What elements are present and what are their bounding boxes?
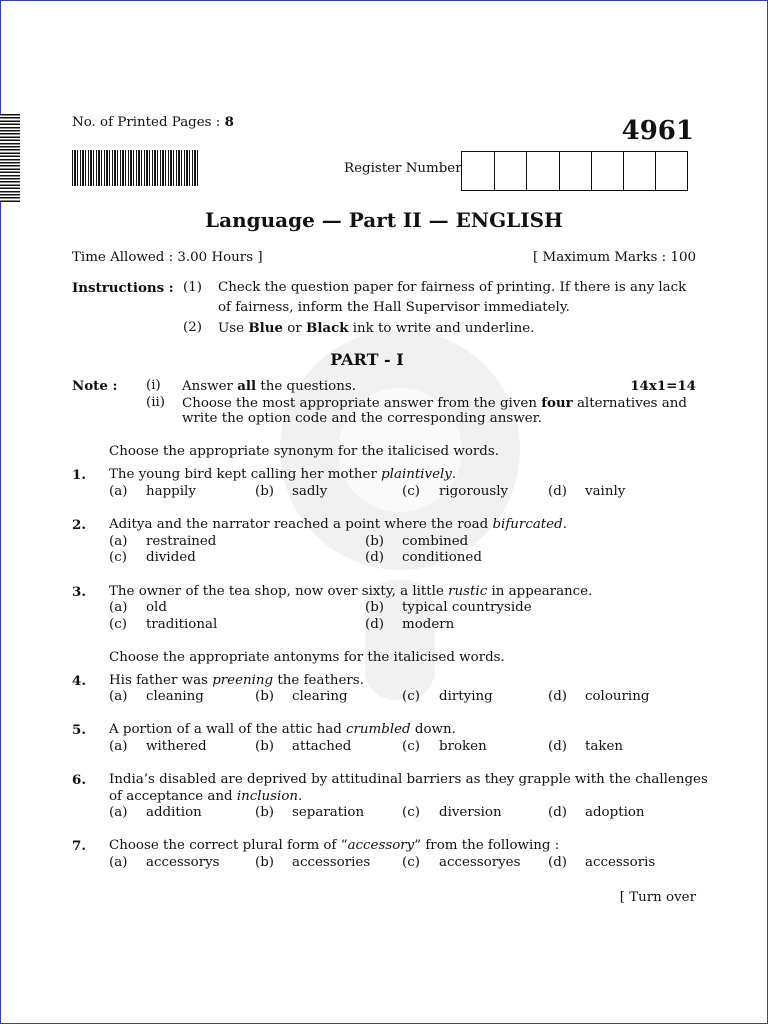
option-text: modern <box>402 617 455 632</box>
option-label: (d) <box>365 550 385 565</box>
instruction-2-text: Use Blue or Black ink to write and underline. <box>218 320 535 336</box>
option-text: combined <box>402 534 469 549</box>
option-label: (d) <box>548 739 568 754</box>
option-text: accessorys <box>146 855 220 870</box>
note-1-text: Answer all the questions. <box>182 378 356 394</box>
option-text: rigorously <box>439 484 509 499</box>
option-label: (d) <box>548 689 568 704</box>
option-text: attached <box>292 739 352 754</box>
option-text: accessories <box>292 855 371 870</box>
note-2-number: (ii) <box>146 395 166 410</box>
option-label: (a) <box>109 739 128 754</box>
option-text: cleaning <box>146 689 204 704</box>
option-label: (a) <box>109 600 128 615</box>
instructions-label: Instructions : <box>72 280 174 296</box>
option-label: (c) <box>402 739 420 754</box>
option-label: (c) <box>109 550 127 565</box>
option-text: separation <box>292 805 365 820</box>
paper-code: 4961 <box>621 116 694 146</box>
printed-pages <box>72 114 234 131</box>
question-text: The young bird kept calling her mother plaintively. <box>109 467 457 482</box>
question-number: 1. <box>72 467 86 483</box>
printed-pages-value: 8 <box>224 114 234 130</box>
question-text: A portion of a wall of the attic had crumbled down. <box>109 722 456 737</box>
note-marks: 14x1=14 <box>630 378 696 394</box>
instruction-1-line2: of fairness, inform the Hall Supervisor immediately. <box>218 300 570 315</box>
option-text: divided <box>146 550 196 565</box>
register-digit-box[interactable] <box>559 152 591 190</box>
note-1-number: (i) <box>146 378 161 393</box>
page-title: Language — Part II — ENGLISH <box>205 208 563 232</box>
max-marks: [ Maximum Marks : 100 <box>533 250 696 265</box>
option-text: old <box>146 600 167 615</box>
option-label: (d) <box>548 805 568 820</box>
note-2-text: Choose the most appropriate answer from the given four alternatives and <box>182 395 687 411</box>
option-label: (d) <box>548 855 568 870</box>
question-number: 7. <box>72 838 86 854</box>
question-number: 2. <box>72 517 86 533</box>
register-number-boxes[interactable] <box>461 151 688 191</box>
note-label: Note : <box>72 378 118 394</box>
question-number: 5. <box>72 722 86 738</box>
instruction-1-line1: Check the question paper for fairness of printing. If there is any lack <box>218 280 687 295</box>
option-label: (b) <box>255 855 275 870</box>
option-text: withered <box>146 739 207 754</box>
question-text: Aditya and the narrator reached a point where the road bifurcated. <box>109 517 567 532</box>
option-label: (b) <box>255 484 275 499</box>
option-text: clearing <box>292 689 348 704</box>
option-text: sadly <box>292 484 328 499</box>
option-text: colouring <box>585 689 650 704</box>
turn-over: [ Turn over <box>619 890 696 905</box>
option-text: adoption <box>585 805 645 820</box>
option-label: (a) <box>109 534 128 549</box>
option-text: diversion <box>439 805 502 820</box>
option-label: (b) <box>255 739 275 754</box>
option-label: (a) <box>109 689 128 704</box>
option-label: (b) <box>365 600 385 615</box>
option-label: (d) <box>548 484 568 499</box>
option-text: accessoryes <box>439 855 521 870</box>
option-text: vainly <box>585 484 626 499</box>
option-label: (b) <box>365 534 385 549</box>
barcode <box>72 150 198 186</box>
option-text: typical countryside <box>402 600 532 615</box>
option-label: (c) <box>402 855 420 870</box>
question-number: 4. <box>72 673 86 689</box>
option-label: (a) <box>109 855 128 870</box>
option-label: (c) <box>402 805 420 820</box>
part-heading: PART - I <box>330 350 404 369</box>
option-label: (d) <box>365 617 385 632</box>
register-number-label: Register Number <box>344 161 462 176</box>
register-digit-box[interactable] <box>526 152 558 190</box>
question-number: 6. <box>72 772 86 788</box>
option-label: (c) <box>402 484 420 499</box>
printed-pages-label: No. of Printed Pages : <box>72 115 221 130</box>
option-label: (a) <box>109 484 128 499</box>
option-text: restrained <box>146 534 217 549</box>
question-number: 3. <box>72 584 86 600</box>
option-label: (a) <box>109 805 128 820</box>
register-digit-box[interactable] <box>623 152 655 190</box>
option-text: broken <box>439 739 487 754</box>
option-label: (c) <box>402 689 420 704</box>
register-digit-box[interactable] <box>591 152 623 190</box>
register-digit-box[interactable] <box>494 152 526 190</box>
option-label: (c) <box>109 617 127 632</box>
option-text: addition <box>146 805 202 820</box>
option-label: (b) <box>255 805 275 820</box>
question-text: The owner of the tea shop, now over sixty, a little rustic in appearance. <box>109 584 593 599</box>
option-label: (b) <box>255 689 275 704</box>
side-barcode <box>0 114 20 202</box>
question-text: His father was preening the feathers. <box>109 673 364 688</box>
note-2-line2: write the option code and the corresponding answer. <box>182 411 542 426</box>
option-text: traditional <box>146 617 218 632</box>
register-digit-box[interactable] <box>462 152 494 190</box>
register-digit-box[interactable] <box>655 152 687 190</box>
option-text: conditioned <box>402 550 482 565</box>
option-text: taken <box>585 739 624 754</box>
instruction-1-number: (1) <box>183 280 202 295</box>
option-text: happily <box>146 484 196 499</box>
option-text: dirtying <box>439 689 493 704</box>
question-text: Choose the correct plural form of “accessory” from the following : <box>109 838 560 853</box>
question-text-line2: of acceptance and inclusion. <box>109 789 303 804</box>
section-synonyms-heading: Choose the appropriate synonym for the italicised words. <box>109 444 499 459</box>
question-text-line1: India’s disabled are deprived by attitudinal barriers as they grapple with the challenges <box>109 772 708 787</box>
instruction-2-number: (2) <box>183 320 202 335</box>
time-allowed: Time Allowed : 3.00 Hours ] <box>72 250 263 265</box>
section-antonyms-heading: Choose the appropriate antonyms for the italicised words. <box>109 650 505 665</box>
option-text: accessoris <box>585 855 656 870</box>
